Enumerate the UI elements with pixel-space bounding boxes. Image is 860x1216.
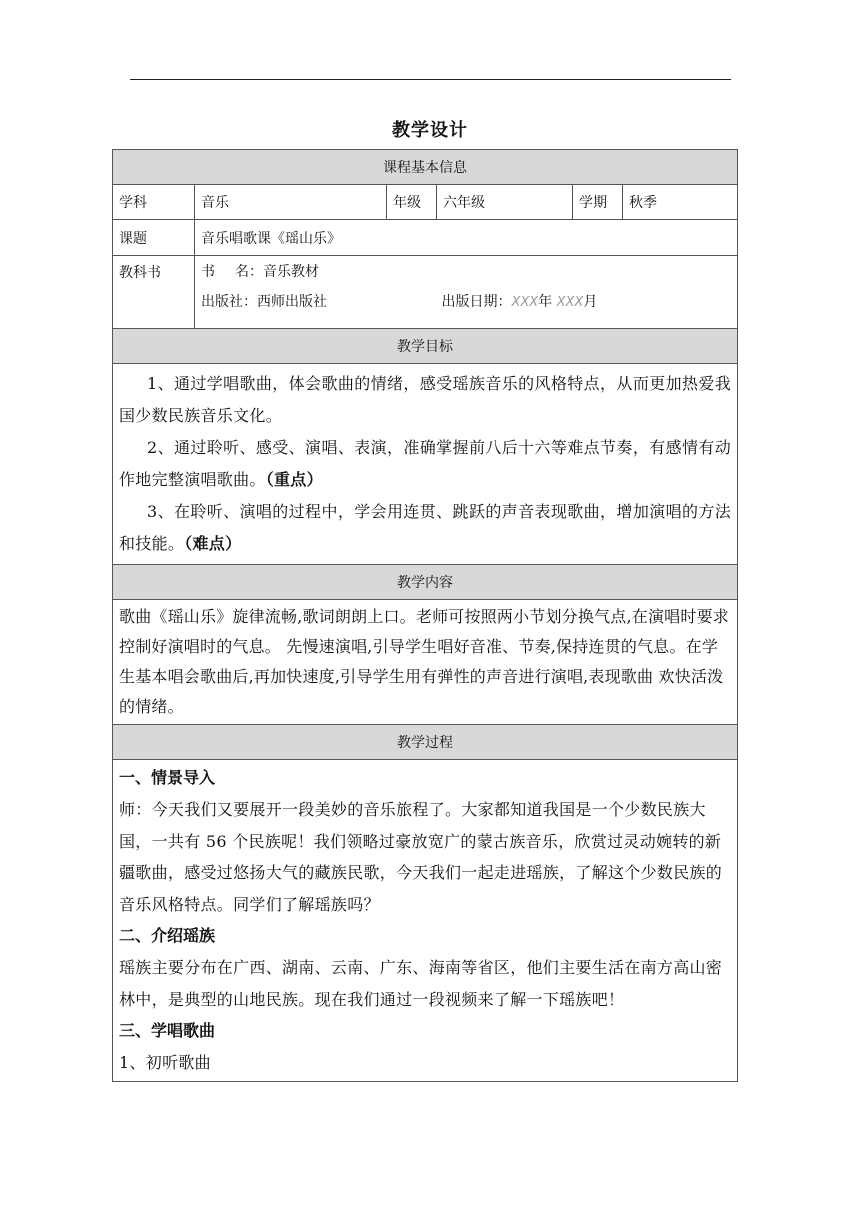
objective-item: 3、在聆听、演唱的过程中，学会用连贯、跳跃的声音表现歌曲，增加演唱的方法和技能。（难点）	[119, 502, 732, 553]
topic-value: 音乐唱歌课《瑶山乐》	[195, 220, 738, 256]
grade-value: 六年级	[437, 185, 573, 220]
grade-label: 年级	[387, 185, 437, 220]
process-body	[113, 760, 738, 1082]
pub-month-placeholder: XXX	[556, 295, 584, 310]
section-title: 三、学唱歌曲	[119, 1021, 216, 1040]
term-value: 秋季	[623, 185, 738, 220]
content-text: 歌曲《瑶山乐》旋律流畅,歌词朗朗上口。老师可按照两小节划分换气点,在演唱时要求控制好演唱时的气息。 先慢速演唱,引导学生唱好音准、节奏,保持连贯的气息。在学生基本唱会歌曲后,再加快速度,引导学生用有弹性的声音进行演唱,表现歌曲 欢快活泼的情绪。	[119, 607, 729, 716]
header-rule	[130, 79, 731, 80]
section-item: 1、初听歌曲	[119, 1053, 211, 1072]
subject-label: 学科	[113, 185, 195, 220]
section-title: 一、情景导入	[119, 768, 216, 787]
publisher-line	[201, 292, 731, 322]
objective-item: 2、通过聆听、感受、演唱、表演，准确掌握前八后十六等难点节奏，有感情有动作地完整演唱歌曲。（重点）	[119, 438, 732, 489]
document-title: 教学设计	[392, 120, 468, 141]
pub-year-placeholder: XXX	[511, 295, 539, 310]
pub-date	[441, 292, 597, 313]
book-name-value: 音乐教材	[263, 264, 319, 280]
content-body	[113, 600, 738, 725]
pub-year-unit: 年	[538, 294, 553, 310]
term-label: 学期	[573, 185, 623, 220]
pub-date-label: 出版日期：	[441, 294, 512, 310]
section-text: 瑶族主要分布在广西、湖南、云南、广东、海南等省区，他们主要生活在南方高山密林中，是典型的山地民族。现在我们通过一段视频来了解一下瑶族吧！	[119, 958, 723, 1009]
subject-value: 音乐	[195, 185, 387, 220]
book-name-label-suffix: 名：	[235, 264, 263, 280]
book-name-label: 书	[201, 264, 215, 280]
process-header: 教学过程	[113, 725, 738, 760]
basic-info-header: 课程基本信息	[113, 150, 738, 185]
content-header: 教学内容	[113, 565, 738, 600]
objective-item: 1、通过学唱歌曲，体会歌曲的情绪，感受瑶族音乐的风格特点，从而更加热爱我国少数民族音乐文化。	[119, 374, 732, 425]
textbook-details	[195, 256, 738, 329]
book-name-line	[201, 262, 731, 292]
lesson-plan-table	[112, 149, 738, 1082]
publisher-value: 西师出版社	[257, 294, 327, 310]
objectives-body	[113, 364, 738, 565]
section-text: 师：今天我们又要展开一段美妙的音乐旅程了。大家都知道我国是一个少数民族大国，一共有 56 个民族呢！我们领略过豪放宽广的蒙古族音乐，欣赏过灵动婉转的新疆歌曲，感受过悠扬大气的藏族民歌，今天我们一起走进瑶族，了解这个少数民族的音乐风格特点。同学们了解瑶族吗？	[119, 800, 723, 914]
publisher-label: 出版社：	[201, 294, 257, 310]
section-title: 二、介绍瑶族	[119, 926, 216, 945]
pub-month-unit: 月	[583, 294, 598, 310]
objectives-header: 教学目标	[113, 329, 738, 364]
textbook-label: 教科书	[113, 256, 195, 329]
topic-label: 课题	[113, 220, 195, 256]
